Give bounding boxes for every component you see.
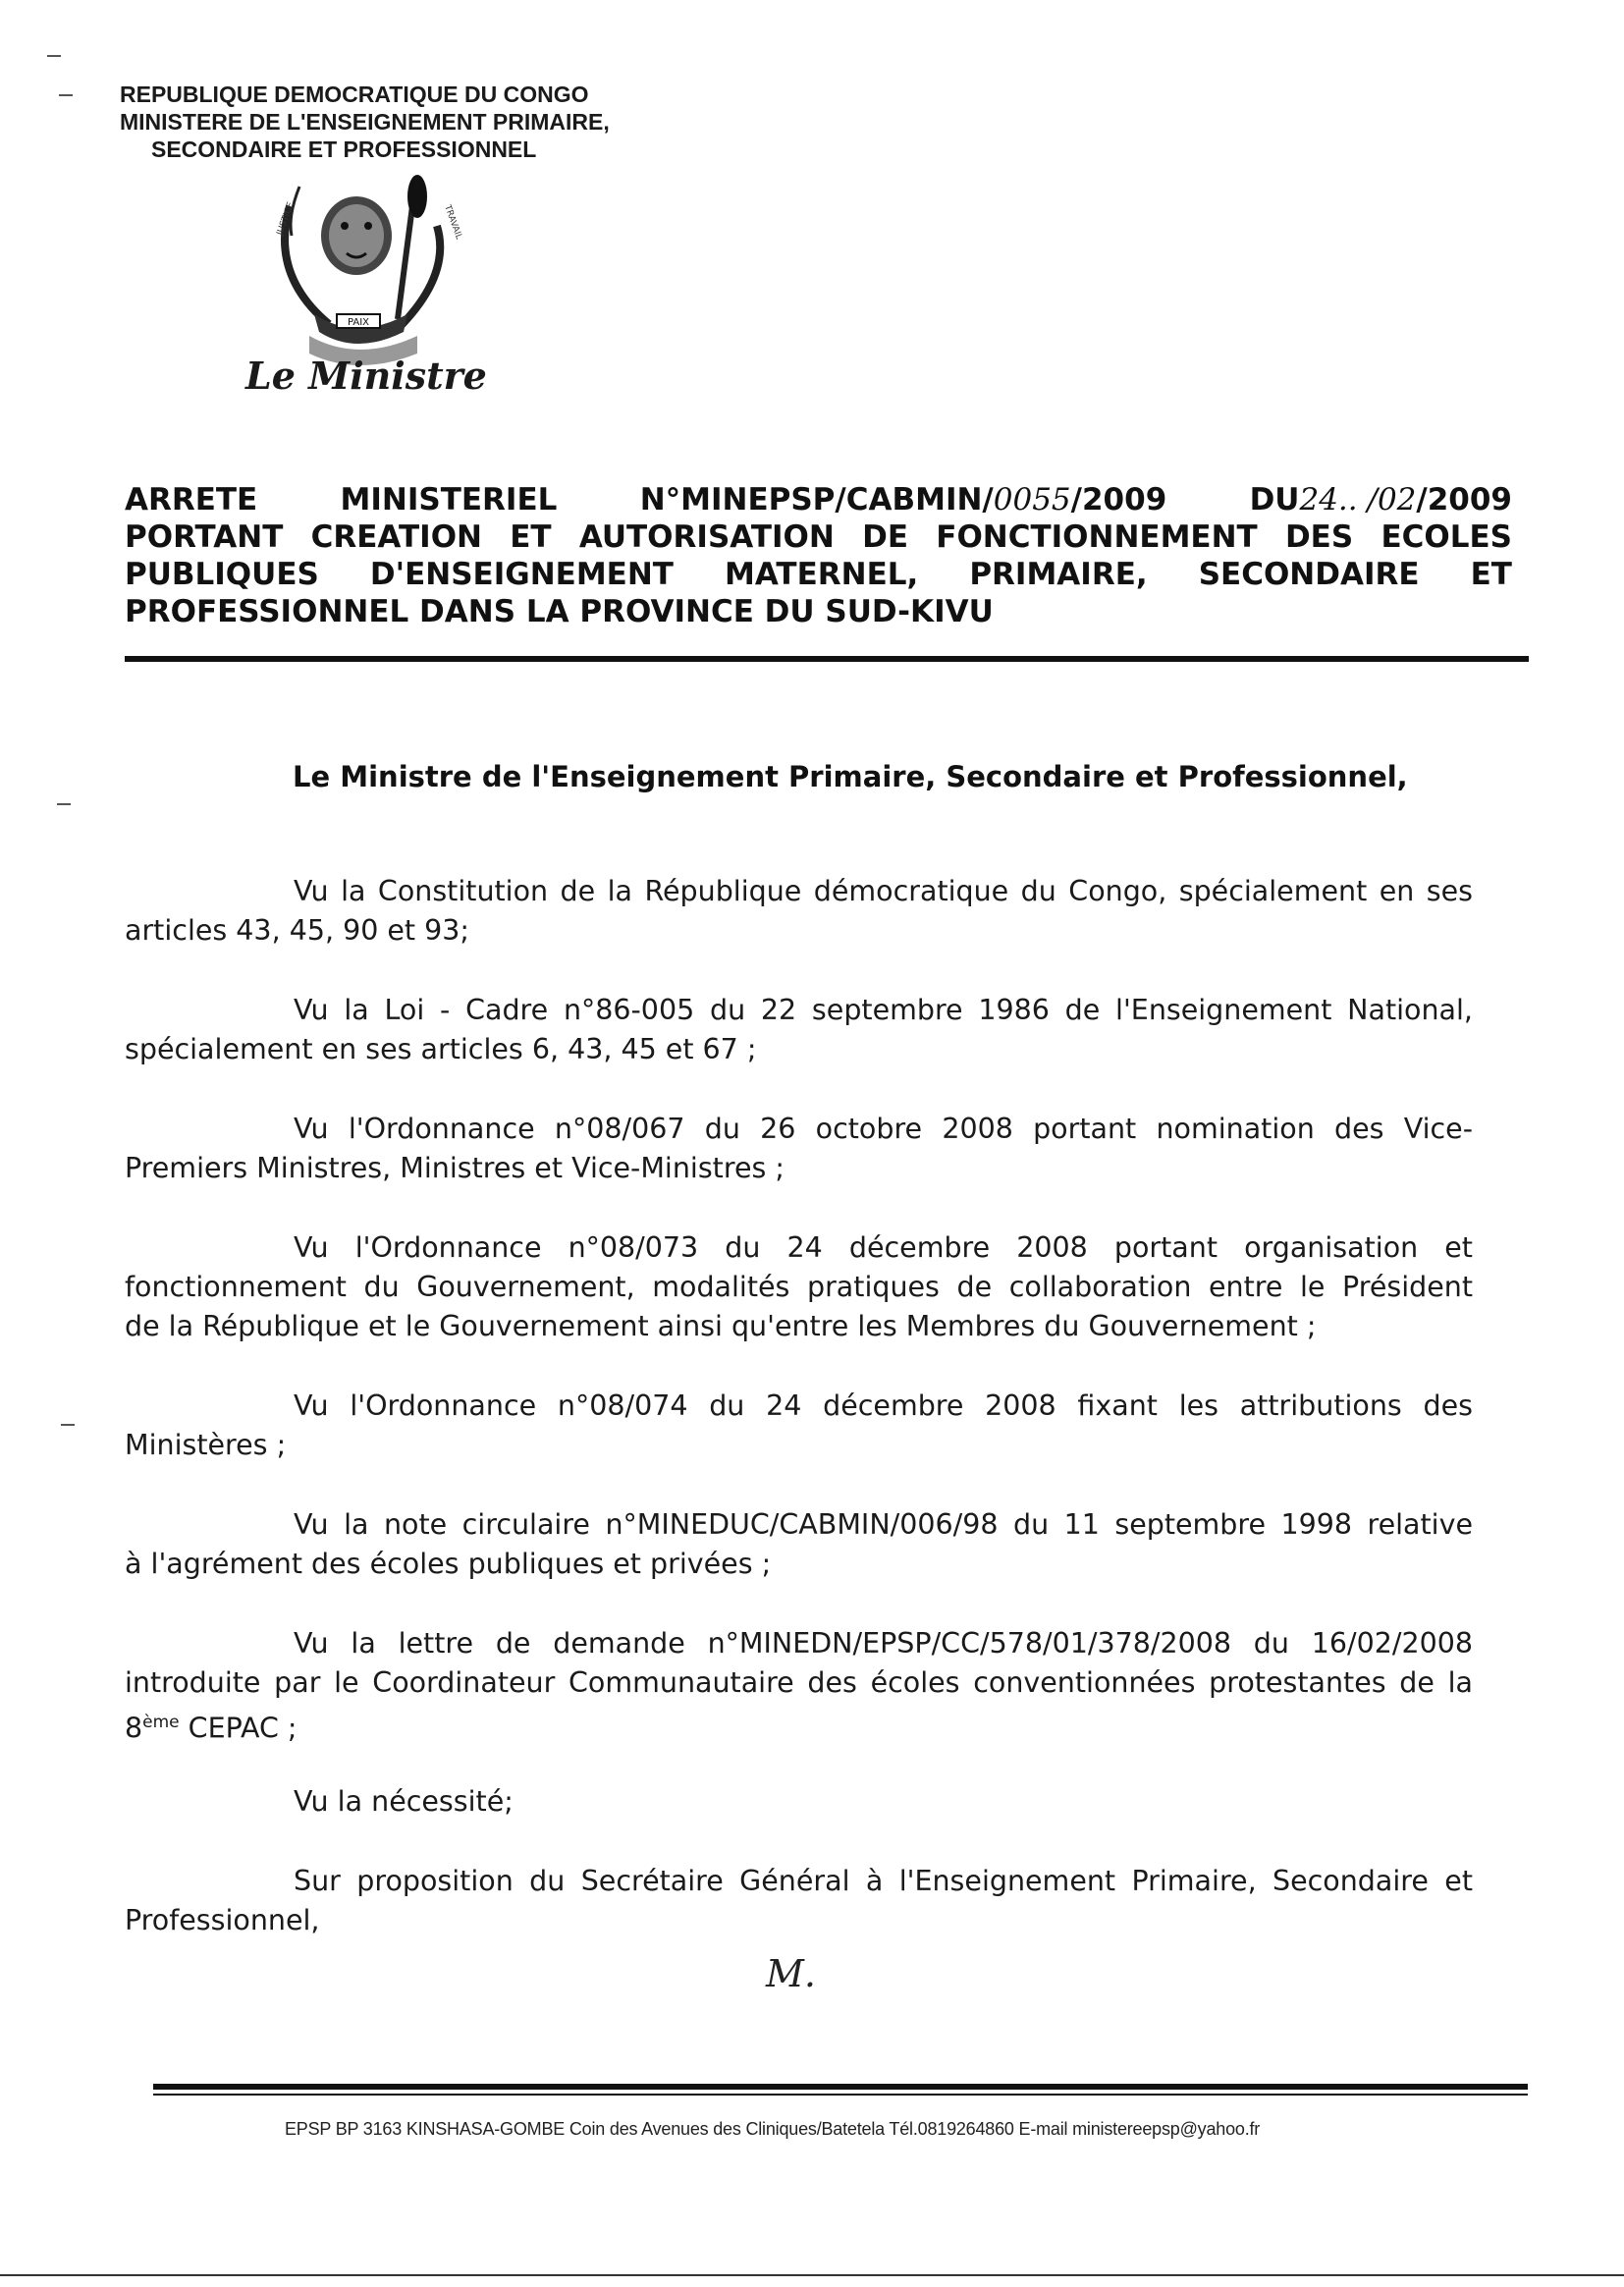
scan-mark	[61, 1424, 75, 1426]
decree-title	[125, 481, 1512, 630]
emblem-motto-right: TRAVAIL	[442, 203, 464, 242]
footer-address: EPSP BP 3163 KINSHASA-GOMBE Coin des Avenues des Cliniques/Batetela Tél.0819264860 E-mail ministereepsp@yahoo.fr	[285, 2119, 1261, 2139]
scan-mark	[59, 94, 73, 96]
paragraph-ordonnance-074: Vu l'Ordonnance n°08/074 du 24 décembre 2008 fixant les attributions des Ministères ;	[125, 1389, 1473, 1461]
handwritten-month: 02	[1377, 482, 1417, 517]
paragraph-lettre-demande: Vu la lettre de demande n°MINEDN/EPSP/CC/578/01/378/2008 du 16/02/2008 introduite par le Coordinateur Communautaire des écoles conventionnées protestantes de la 8ème CEPAC ;	[125, 1627, 1473, 1745]
handwritten-number: 0055	[993, 482, 1071, 517]
decree-date: DU24.. /02/2009	[1249, 482, 1512, 517]
title-line-2: PORTANT CREATION ET AUTORISATION DE FONCTIONNEMENT DES ECOLES	[125, 519, 1512, 555]
title-line-4: PROFESSIONNEL DANS LA PROVINCE DU SUD-KIVU	[125, 594, 994, 629]
header-ministry: MINISTERE DE L'ENSEIGNEMENT PRIMAIRE,	[120, 109, 610, 135]
decree-number: N°MINEPSP/CABMIN/0055/2009	[639, 482, 1167, 517]
header-ministry-2: SECONDAIRE ET PROFESSIONNEL	[151, 136, 537, 162]
footer-rule-thin	[153, 2094, 1528, 2096]
emblem-motto-center: PAIX	[347, 317, 370, 328]
handwritten-initials: M.	[766, 1952, 816, 1995]
header-country: REPUBLIQUE DEMOCRATIQUE DU CONGO	[120, 82, 589, 107]
page-bottom-edge	[0, 2274, 1624, 2276]
letterhead	[120, 81, 610, 163]
title-divider	[125, 656, 1529, 662]
title-word: MINISTERIEL	[340, 482, 558, 517]
le-ministre-script: Le Ministre	[245, 354, 487, 398]
paragraph-ordonnance-067: Vu l'Ordonnance n°08/067 du 26 octobre 2008 portant nomination des Vice- Premiers Ministres, Ministres et Vice-Ministres ;	[125, 1113, 1473, 1184]
paragraph-constitution: Vu la Constitution de la République démocratique du Congo, spécialement en ses articles 43, 45, 90 et 93;	[125, 875, 1473, 947]
emblem-motto-left: JUSTICE	[275, 200, 297, 238]
paragraph-note-circulaire: Vu la note circulaire n°MINEDUC/CABMIN/006/98 du 11 septembre 1998 relative à l'agrément des écoles publiques et privées ;	[125, 1508, 1473, 1580]
title-line-1	[125, 481, 1512, 518]
scan-mark	[57, 803, 71, 805]
title-line-3: PUBLIQUES D'ENSEIGNEMENT MATERNEL, PRIMAIRE, SECONDAIRE ET	[125, 557, 1512, 592]
paragraph-loi-cadre: Vu la Loi - Cadre n°86-005 du 22 septembre 1986 de l'Enseignement National, spécialement en ses articles 6, 43, 45 et 67 ;	[125, 994, 1473, 1065]
footer-rule-thick	[153, 2084, 1528, 2090]
handwritten-day: 24	[1299, 482, 1338, 517]
scan-mark	[47, 55, 61, 57]
paragraph-ordonnance-073: Vu l'Ordonnance n°08/073 du 24 décembre 2008 portant organisation et fonctionnement du Gouvernement, modalités pratiques de collaboration entre le Président de la République et le Gouvernement ainsi qu'entre les Membres du Gouvernement ;	[125, 1231, 1473, 1342]
paragraph-necessite: Vu la nécessité;	[294, 1785, 514, 1818]
minister-heading: Le Ministre de l'Enseignement Primaire, Secondaire et Professionnel,	[293, 760, 1408, 793]
title-word: ARRETE	[125, 482, 258, 517]
coat-of-arms-emblem	[231, 167, 496, 373]
paragraph-proposition: Sur proposition du Secrétaire Général à l'Enseignement Primaire, Secondaire et Professionnel,	[125, 1865, 1473, 1936]
